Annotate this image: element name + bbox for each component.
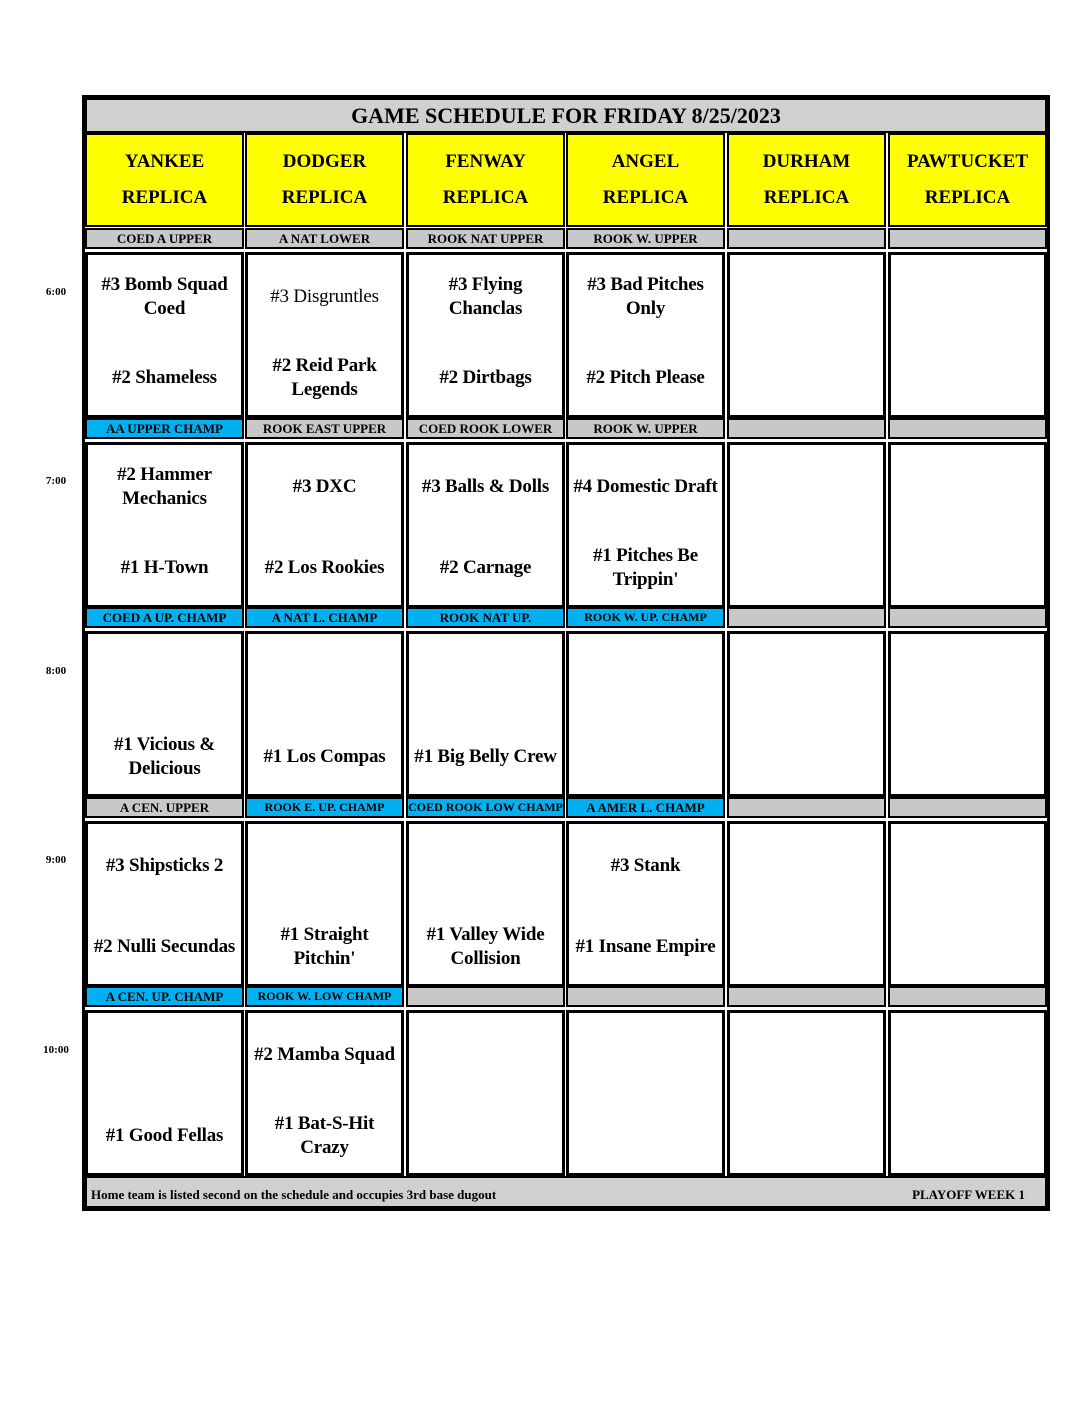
division-label: ROOK W. LOW CHAMP (245, 986, 404, 1007)
schedule-sheet (82, 95, 1050, 1211)
division-label: AA UPPER CHAMP (85, 418, 244, 439)
game-cell (566, 631, 725, 797)
game-cell (727, 631, 886, 797)
venue-header-dodger (245, 133, 404, 227)
division-label: ROOK E. UP. CHAMP (245, 797, 404, 818)
home-team (891, 908, 1044, 986)
game-cell (566, 1010, 725, 1176)
division-label (888, 228, 1047, 249)
footer-bar (85, 1176, 1047, 1208)
visiting-team: #3 Bad Pitches Only (587, 274, 704, 319)
game-cell (888, 252, 1047, 418)
visiting-team (409, 1013, 562, 1097)
visiting-team (730, 824, 883, 908)
division-label: A NAT L. CHAMP (245, 607, 404, 628)
division-label (406, 986, 565, 1007)
home-team (409, 1097, 562, 1175)
venue-header-yankee (85, 133, 244, 227)
game-cell (406, 821, 565, 987)
home-team (730, 908, 883, 986)
division-label: COED A UP. CHAMP (85, 607, 244, 628)
game-cell (85, 442, 244, 608)
game-cell (245, 821, 404, 987)
home-team (569, 718, 722, 796)
home-team: #1 Straight Pitchin' (280, 924, 369, 969)
division-label: A CEN. UPPER (85, 797, 244, 818)
venue-name: ANGEL (611, 151, 680, 172)
home-team (730, 529, 883, 607)
time-label: 10:00 (43, 1044, 69, 1056)
home-team: #2 Reid Park Legends (272, 355, 377, 400)
home-team: #1 Los Compas (263, 746, 386, 767)
home-team (730, 1097, 883, 1175)
home-team: #2 Dirtbags (439, 367, 532, 388)
visiting-team (730, 255, 883, 339)
visiting-team (409, 634, 562, 718)
home-team: #1 Vicious & Delicious (113, 734, 216, 779)
game-cell (566, 442, 725, 608)
division-label (888, 986, 1047, 1007)
visiting-team (409, 824, 562, 908)
division-label: ROOK W. UPPER (566, 228, 725, 249)
game-cell (245, 1010, 404, 1176)
visiting-team (569, 1013, 722, 1097)
visiting-team (730, 445, 883, 529)
visiting-team: #3 DXC (292, 476, 357, 497)
division-label (727, 797, 886, 818)
division-label: ROOK NAT UP. (406, 607, 565, 628)
home-team (569, 1097, 722, 1175)
visiting-team: #3 Flying Chanclas (448, 274, 523, 319)
game-cell (727, 821, 886, 987)
division-label (727, 986, 886, 1007)
venue-name: DURHAM (762, 151, 851, 172)
game-cell (85, 631, 244, 797)
home-team (730, 339, 883, 417)
visiting-team (248, 634, 401, 718)
time-label: 8:00 (45, 665, 67, 677)
division-label: COED ROOK LOWER (406, 418, 565, 439)
visiting-team: #2 Mamba Squad (254, 1044, 395, 1065)
home-team (891, 1097, 1044, 1175)
division-label: COED ROOK LOW CHAMP (406, 797, 565, 818)
division-label: COED A UPPER (85, 228, 244, 249)
venue-name: PAWTUCKET (906, 151, 1029, 172)
home-team: #1 Valley Wide Collision (426, 924, 545, 969)
venue-subtitle: REPLICA (121, 187, 208, 208)
venue-header-durham (727, 133, 886, 227)
venue-subtitle: REPLICA (602, 187, 689, 208)
home-team: #2 Carnage (439, 557, 532, 578)
home-team: #2 Shameless (112, 367, 217, 388)
division-label: A NAT LOWER (245, 228, 404, 249)
visiting-team: #2 Hammer Mechanics (117, 464, 212, 509)
game-cell (245, 631, 404, 797)
division-label: A AMER L. CHAMP (566, 797, 725, 818)
game-cell (406, 631, 565, 797)
venue-name: FENWAY (445, 151, 526, 172)
division-label (727, 418, 886, 439)
game-cell (85, 821, 244, 987)
visiting-team (891, 824, 1044, 908)
time-label: 9:00 (45, 854, 67, 866)
visiting-team: #3 Balls & Dolls (421, 476, 550, 497)
visiting-team: #3 Bomb Squad Coed (101, 274, 228, 319)
division-label: A CEN. UP. CHAMP (85, 986, 244, 1007)
visiting-team (891, 445, 1044, 529)
home-team: #2 Pitch Please (586, 367, 705, 388)
venue-subtitle: REPLICA (924, 187, 1011, 208)
home-team: #1 Good Fellas (105, 1125, 224, 1146)
home-team: #1 Insane Empire (575, 936, 716, 957)
home-team (891, 529, 1044, 607)
division-label: ROOK EAST UPPER (245, 418, 404, 439)
division-label (888, 418, 1047, 439)
schedule-title: GAME SCHEDULE FOR FRIDAY 8/25/2023 (85, 98, 1047, 133)
playoff-week-label: PLAYOFF WEEK 1 (912, 1187, 1025, 1202)
game-cell (888, 1010, 1047, 1176)
home-team (730, 718, 883, 796)
game-cell (727, 442, 886, 608)
venue-name: YANKEE (124, 151, 205, 172)
home-team: #1 Pitches Be Trippin' (592, 545, 699, 590)
visiting-team (891, 255, 1044, 339)
home-team: #1 Big Belly Crew (414, 746, 557, 767)
game-cell (566, 821, 725, 987)
visiting-team: #3 Stank (610, 855, 681, 876)
visiting-team (88, 1013, 241, 1097)
division-label (566, 986, 725, 1007)
visiting-team: #3 Shipsticks 2 (105, 855, 224, 876)
home-team: #1 Bat-S-Hit Crazy (274, 1113, 375, 1158)
game-cell (566, 252, 725, 418)
home-team: #2 Nulli Secundas (93, 936, 236, 957)
footer-note: Home team is listed second on the schedule and occupies 3rd base dugout (91, 1187, 497, 1202)
division-label: ROOK NAT UPPER (406, 228, 565, 249)
game-cell (245, 252, 404, 418)
division-label (727, 228, 886, 249)
game-cell (888, 821, 1047, 987)
venue-subtitle: REPLICA (281, 187, 368, 208)
visiting-team: #3 Disgruntles (270, 286, 379, 307)
division-label (727, 607, 886, 628)
venue-name: DODGER (282, 151, 367, 172)
time-label: 6:00 (45, 286, 67, 298)
visiting-team (730, 1013, 883, 1097)
game-cell (888, 631, 1047, 797)
division-label (888, 607, 1047, 628)
game-cell (85, 252, 244, 418)
visiting-team: #4 Domestic Draft (573, 476, 718, 497)
visiting-team (248, 824, 401, 908)
visiting-team (891, 634, 1044, 718)
game-cell (727, 1010, 886, 1176)
game-cell (888, 442, 1047, 608)
visiting-team (88, 634, 241, 718)
venue-header-angel (566, 133, 725, 227)
division-label (888, 797, 1047, 818)
game-cell (406, 1010, 565, 1176)
game-cell (727, 252, 886, 418)
game-cell (85, 1010, 244, 1176)
game-cell (406, 252, 565, 418)
venue-subtitle: REPLICA (763, 187, 850, 208)
division-label: ROOK W. UPPER (566, 418, 725, 439)
venue-header-fenway (406, 133, 565, 227)
game-cell (245, 442, 404, 608)
home-team (891, 718, 1044, 796)
venue-subtitle: REPLICA (442, 187, 529, 208)
visiting-team (730, 634, 883, 718)
venue-header-pawtucket (888, 133, 1047, 227)
home-team (891, 339, 1044, 417)
home-team: #1 H-Town (120, 557, 209, 578)
game-cell (406, 442, 565, 608)
division-label: ROOK W. UP. CHAMP (566, 607, 725, 628)
visiting-team (891, 1013, 1044, 1097)
visiting-team (569, 634, 722, 718)
time-label: 7:00 (45, 475, 67, 487)
home-team: #2 Los Rookies (264, 557, 385, 578)
